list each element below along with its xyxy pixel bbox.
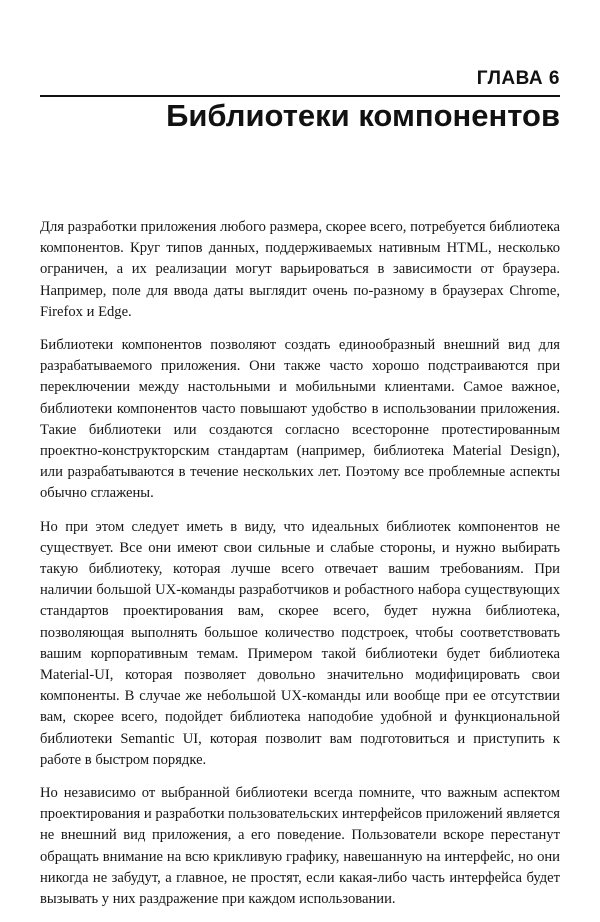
paragraph: Но при этом следует иметь в виду, что идеальных библиотек компонентов не существует. Все они имеют свои сильные и слабые стороны, и нужно выбирать такую библиотеку, которая лучше всего отвечает вашим требованиям. При наличии большой UX-команды разработчиков и робастного набора существующих стандартов проектирования вам, скорее всего, будет нужна библиотека, позволяющая выполнять большое количество подстроек, чтобы соответствовать вашим корпоративным темам. Примером такой библиотеки будет библиотека Material-UI, которая позволяет довольно значительно модифицировать свои компоненты. В случае же небольшой UX-команды или вообще при ее отсутствии вам, скорее всего, подойдет библиотека наподобие удобной и функциональной библиотеки Semantic UI, которая позволит вам подготовиться и приступить к работе в быстром порядке. (40, 518, 560, 768)
chapter-title: Библиотеки компонентов (166, 98, 560, 133)
chapter-body (40, 217, 560, 922)
chapter-rule (40, 95, 560, 97)
chapter-label: ГЛАВА 6 (476, 68, 560, 89)
paragraph: Библиотеки компонентов позволяют создать единообразный внешний вид для разрабатываемого приложения. Они также часто хорошо подстраиваются при переключении между настольными и мобильными клиентами. Самое важное, библиотеки компонентов часто повышают удобство в использовании приложения. Такие библиотеки или создаются согласно всесторонне протестированным проектно-конструкторским стандартам (например, библиотека Material Design), или разрабатываются в течение нескольких лет. Поэтому все проблемные аспекты обычно сглажены. (40, 337, 560, 502)
paragraph: Для разработки приложения любого размера, скорее всего, потребуется библиотека компонентов. Круг типов данных, поддерживаемых нативным HTML, несколько ограничен, а их реализации могут варьироваться в зависимости от браузера. Например, поле для ввода даты выглядит очень по-разному в браузерах Chrome, Firefox и Edge. (40, 219, 560, 320)
paragraph: Но независимо от выбранной библиотеки всегда помните, что важным аспектом проектирования и разработки пользовательских интерфейсов приложений является не внешний вид приложения, а его поведение. Пользователи вскоре перестанут обращать внимание на всю крикливую графику, навешанную на интерфейс, но они никогда не забудут, а главное, не простят, если какая-либо часть интерфейса будет вызывать у них раздражение при каждом использовании. (40, 785, 560, 908)
